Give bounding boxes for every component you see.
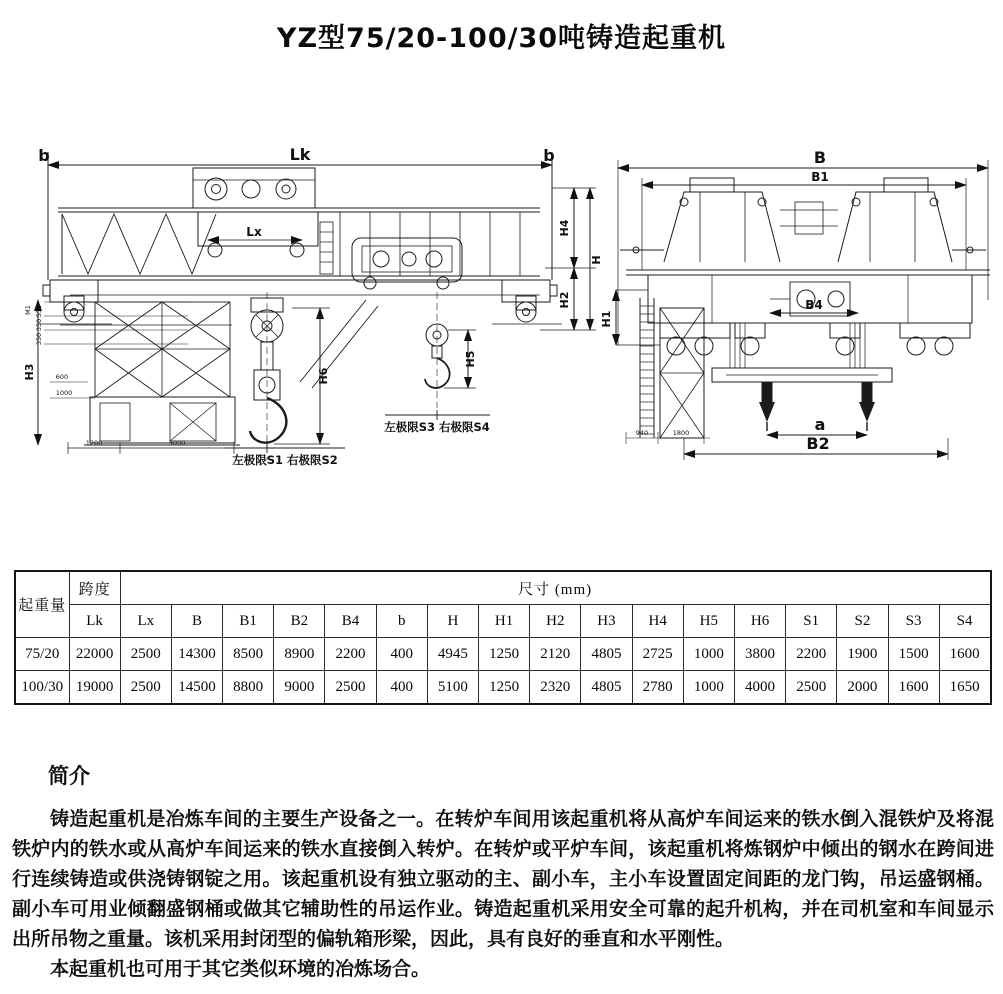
table-value-cell: 1600 <box>939 638 990 671</box>
dim-label-350b: 350 <box>35 332 43 346</box>
h1-dimension <box>600 290 660 345</box>
table-subheader-cell: H <box>427 605 478 638</box>
table-value-cell: 400 <box>376 671 427 705</box>
dim-label-1800: 1800 <box>672 429 690 437</box>
table-value-cell: 8500 <box>223 638 274 671</box>
table-value-cell: 1600 <box>888 671 939 705</box>
dim-label-h: H <box>590 255 603 265</box>
table-subheader-cell: b <box>376 605 427 638</box>
dim-label-m1: M1 <box>24 305 32 315</box>
lifting-beam <box>712 323 892 431</box>
intro-heading: 简介 <box>48 764 90 788</box>
table-value-cell: 2320 <box>530 671 581 705</box>
table-value-cell: 1250 <box>479 671 530 705</box>
table-value-cell: 2780 <box>632 671 683 705</box>
dim-label-lk: Lk <box>289 145 311 164</box>
table-value-cell: 1900 <box>837 638 888 671</box>
table-subheader-cell: H1 <box>479 605 530 638</box>
table-subheader-cell: S4 <box>939 605 990 638</box>
technical-drawings <box>0 130 1003 495</box>
dim-label-B1: B1 <box>811 170 829 184</box>
table-value-cell: 1650 <box>939 671 990 705</box>
table-subheader-cell: H6 <box>734 605 785 638</box>
dim-label-1000: 1000 <box>55 389 73 397</box>
header-dimensions: 尺寸 (mm) <box>120 571 990 605</box>
crane-drawing-svg <box>0 130 1003 495</box>
table-row <box>15 638 991 671</box>
table-value-cell: 4805 <box>581 638 632 671</box>
side-elevation-drawing <box>600 148 990 460</box>
table-subheader-cell: B <box>171 605 222 638</box>
dim-label-B2: B2 <box>806 434 830 453</box>
dimension-table <box>14 570 992 705</box>
table-subheader-cell: Lk <box>69 605 120 638</box>
ladder <box>640 298 654 438</box>
dim-label-550: 550 <box>35 304 43 318</box>
dim-label-350a: 350 <box>35 318 43 332</box>
table-subheader-cell: S1 <box>786 605 837 638</box>
table-value-cell: 1500 <box>888 638 939 671</box>
dim-label-h2: H2 <box>558 291 571 309</box>
table-capacity-cell: 100/30 <box>15 671 69 705</box>
table-capacity-cell: 75/20 <box>15 638 69 671</box>
table-subheader-cell: B4 <box>325 605 376 638</box>
table-value-cell: 4000 <box>734 671 785 705</box>
table-value-cell: 2500 <box>120 671 171 705</box>
limit-label-main: 左极限S1 右极限S2 <box>232 453 338 467</box>
dim-label-1200: 1200 <box>85 439 103 447</box>
table-subheader-cell: H3 <box>581 605 632 638</box>
table-subheader-cell: H5 <box>683 605 734 638</box>
dim-label-a: a <box>814 415 826 434</box>
table-header-row-1 <box>15 571 991 605</box>
table-subheader-cell: B2 <box>274 605 325 638</box>
main-hook <box>225 292 345 467</box>
table-subheader-cell: S2 <box>837 605 888 638</box>
table-value-cell: 9000 <box>274 671 325 705</box>
table-value-cell: 2500 <box>325 671 376 705</box>
aux-trolley <box>352 238 462 289</box>
intro-paragraph-2: 本起重机也可用于其它类似环境的冶炼场合。 <box>50 958 431 980</box>
table-value-cell: 4805 <box>581 671 632 705</box>
main-trolley <box>193 168 333 274</box>
table-value-cell: 4945 <box>427 638 478 671</box>
dim-label-600: 600 <box>55 373 69 381</box>
dim-label-lx: Lx <box>246 225 262 239</box>
front-elevation-drawing <box>23 145 603 467</box>
table-value-cell: 400 <box>376 638 427 671</box>
table-value-cell: 5100 <box>427 671 478 705</box>
dim-label-b-left: b <box>38 146 50 165</box>
table-subheader-cell: B1 <box>223 605 274 638</box>
table-value-cell: 2500 <box>786 671 837 705</box>
height-dimensions <box>540 188 603 330</box>
table-subheader-cell: S3 <box>888 605 939 638</box>
table-value-cell: 2200 <box>786 638 837 671</box>
header-span: 跨度 <box>69 571 120 605</box>
introduction-section <box>12 760 994 984</box>
table-subheader-cell: H2 <box>530 605 581 638</box>
dim-label-B4: B4 <box>805 298 823 312</box>
trolley-frames <box>620 178 986 262</box>
table-value-cell: 19000 <box>69 671 120 705</box>
table-row <box>15 671 991 705</box>
table-subheader-cell: Lx <box>120 605 171 638</box>
table-value-cell: 8800 <box>223 671 274 705</box>
table-value-cell: 2200 <box>325 638 376 671</box>
table-value-cell: 14300 <box>171 638 222 671</box>
dim-label-B: B <box>813 148 827 167</box>
dim-label-h5: H5 <box>464 350 477 368</box>
table-value-cell: 2500 <box>120 638 171 671</box>
dim-label-940: 940 <box>635 429 649 437</box>
table-value-cell: 1250 <box>479 638 530 671</box>
end-truck-right <box>492 280 562 324</box>
table-value-cell: 2000 <box>837 671 888 705</box>
bridge-girder <box>58 208 540 295</box>
limit-label-aux: 左极限S3 右极限S4 <box>384 420 490 434</box>
table-value-cell: 3800 <box>734 638 785 671</box>
table-value-cell: 2120 <box>530 638 581 671</box>
table-value-cell: 14500 <box>171 671 222 705</box>
dim-label-3000: 3000 <box>168 439 186 447</box>
table-header-row-2 <box>15 605 991 638</box>
intro-paragraph-1: 铸造起重机是冶炼车间的主要生产设备之一。在转炉车间用该起重机将从高炉车间运来的铁水倒入混铁炉及将混铁炉内的铁水或从高炉车间运来的铁水直接倒入转炉。在转炉或平炉车间，该起重机将炼钢炉中倾出的钢水在跨间进行连续铸造或供浇铸钢锭之用。该起重机设有独立驱动的主、副小车，主小车设置固定间距的龙门钩，吊运盛钢桶。副小车可用业倾翻盛钢桶或做其它辅助性的吊运作业。铸造起重机采用安全可靠的起升机构，并在司机室和车间显示出所吊物之重量。该机采用封闭型的偏轨箱形梁，因此，具有良好的垂直和水平刚性。 <box>12 808 994 950</box>
table-value-cell: 8900 <box>274 638 325 671</box>
header-capacity: 起重量 <box>15 571 69 638</box>
page-title: YZ型75/20-100/30吨铸造起重机 <box>276 23 727 54</box>
table-value-cell: 1000 <box>683 671 734 705</box>
dim-label-h4: H4 <box>558 219 571 237</box>
dim-label-H1: H1 <box>600 310 613 328</box>
table-subheader-cell: H4 <box>632 605 683 638</box>
cab-platform <box>60 300 378 445</box>
table-value-cell: 22000 <box>69 638 120 671</box>
table-value-cell: 2725 <box>632 638 683 671</box>
support-column <box>660 308 704 438</box>
dim-label-b-right: b <box>543 146 555 165</box>
dim-label-h6: H6 <box>317 367 330 385</box>
table-value-cell: 1000 <box>683 638 734 671</box>
aux-hook <box>384 292 490 434</box>
dim-label-h3: H3 <box>23 363 36 381</box>
